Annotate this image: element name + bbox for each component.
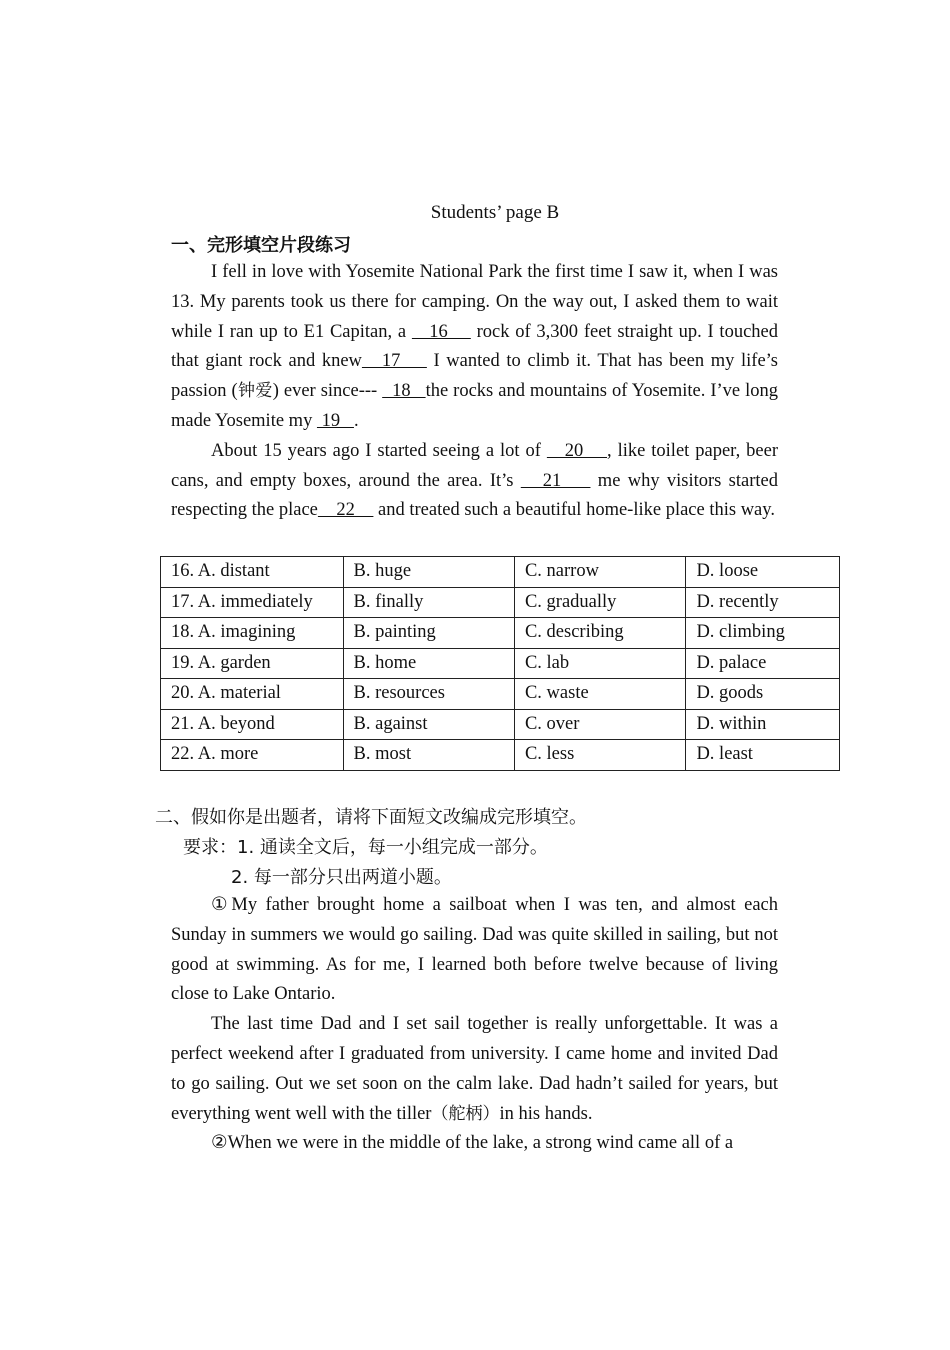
passage-paragraph-2 — [171, 437, 778, 526]
option-cell: D. palace — [686, 648, 840, 679]
blank-20: 20 — [546, 440, 608, 461]
blank-18: 18 — [382, 381, 426, 402]
option-cell: C. gradually — [514, 587, 685, 618]
section2-heading: 二、假如你是出题者，请将下面短文改编成完形填空。 — [155, 807, 587, 828]
table-row — [161, 648, 840, 679]
option-cell: D. recently — [686, 587, 840, 618]
requirement-2: 2. 每一部分只出两道小题。 — [231, 867, 452, 888]
option-cell: D. goods — [686, 679, 840, 710]
blank-17: 17 — [361, 351, 427, 372]
chinese-gloss: 钟爱 — [237, 381, 273, 402]
options-table — [160, 556, 840, 771]
option-cell: C. waste — [514, 679, 685, 710]
option-cell: 21. A. beyond — [161, 709, 344, 740]
blank-22: 22 — [317, 500, 374, 521]
table-row — [161, 587, 840, 618]
option-cell: C. over — [514, 709, 685, 740]
option-cell: B. most — [343, 740, 514, 771]
option-cell: 16. A. distant — [161, 557, 344, 588]
option-cell: 18. A. imagining — [161, 618, 344, 649]
passage-paragraph-3: ②When we were in the middle of the lake, a strong wind came all of a — [211, 1133, 734, 1154]
section1-passage — [171, 258, 778, 526]
option-cell: 19. A. garden — [161, 648, 344, 679]
option-cell: C. narrow — [514, 557, 685, 588]
blank-16: 16 — [411, 321, 471, 342]
option-cell: B. against — [343, 709, 514, 740]
passage-text: in his hands. — [499, 1103, 593, 1124]
passage-text: rock of 3,300 feet straight up. I touched that giant rock and knew — [171, 321, 778, 372]
passage-text: About 15 years ago I started seeing a lot of — [211, 440, 547, 461]
option-cell: 17. A. immediately — [161, 587, 344, 618]
option-cell: B. home — [343, 648, 514, 679]
requirement-1: 要求：1. 通读全文后，每一小组完成一部分。 — [183, 837, 548, 858]
passage-paragraph-1 — [171, 258, 778, 437]
option-cell: D. within — [686, 709, 840, 740]
option-cell: C. describing — [514, 618, 685, 649]
passage-text: The last time Dad and I set sail together is really unforgettable. It was a perfect weekend after I graduated from university. I came home and invited Dad to go sailing. Out we set soon on the calm lake. Dad hadn’t sailed for years, but everything went well with the tiller — [171, 1014, 778, 1124]
option-cell: B. huge — [343, 557, 514, 588]
table-row — [161, 740, 840, 771]
passage-text: and treated such a beautiful home-like place this way. — [373, 500, 775, 521]
option-cell: D. loose — [686, 557, 840, 588]
passage-paragraph-2 — [171, 1010, 778, 1129]
option-cell: C. less — [514, 740, 685, 771]
option-cell: B. finally — [343, 587, 514, 618]
passage-text: the rocks and mountains of Yosemite. I’ve long made Yosemite my — [171, 381, 779, 431]
option-cell: D. climbing — [686, 618, 840, 649]
table-row — [161, 557, 840, 588]
blank-19: 19 — [316, 410, 354, 431]
option-cell: 20. A. material — [161, 679, 344, 710]
option-cell: D. least — [686, 740, 840, 771]
option-cell: B. painting — [343, 618, 514, 649]
option-cell: C. lab — [514, 648, 685, 679]
table-row — [161, 709, 840, 740]
table-row — [161, 618, 840, 649]
option-cell: B. resources — [343, 679, 514, 710]
section2-passage — [171, 891, 778, 1159]
passage-text: I fell in love with Yosemite National Park the first time I saw it, when I was 13. My parents took us there for camping. On the way out, I asked them to wait while I ran up to E1 Capitan, a — [171, 262, 778, 342]
option-cell: 22. A. more — [161, 740, 344, 771]
page-title: Students’ page B — [430, 202, 560, 223]
blank-21: 21 — [520, 470, 591, 491]
passage-text: I wanted to climb it. That has been my life’s passion ( — [171, 351, 779, 402]
passage-text: , like toilet paper, beer cans, and empty boxes, around the area. It’s — [171, 440, 778, 491]
passage-text: ) ever since--- — [272, 381, 383, 402]
passage-text: . — [353, 410, 359, 431]
table-row — [161, 679, 840, 710]
section1-heading: 一、完形填空片段练习 — [171, 235, 351, 256]
chinese-gloss: （舵柄） — [431, 1103, 500, 1124]
passage-paragraph-1: ①My father brought home a sailboat when I was ten, and almost each Sunday in summers we would go sailing. Dad was quite skilled in sailing, but not good at swimming. As for me, I learned both before twelve because of living close to Lake Ontario. — [171, 895, 778, 1005]
passage-text: me why visitors started respecting the place — [171, 470, 778, 521]
